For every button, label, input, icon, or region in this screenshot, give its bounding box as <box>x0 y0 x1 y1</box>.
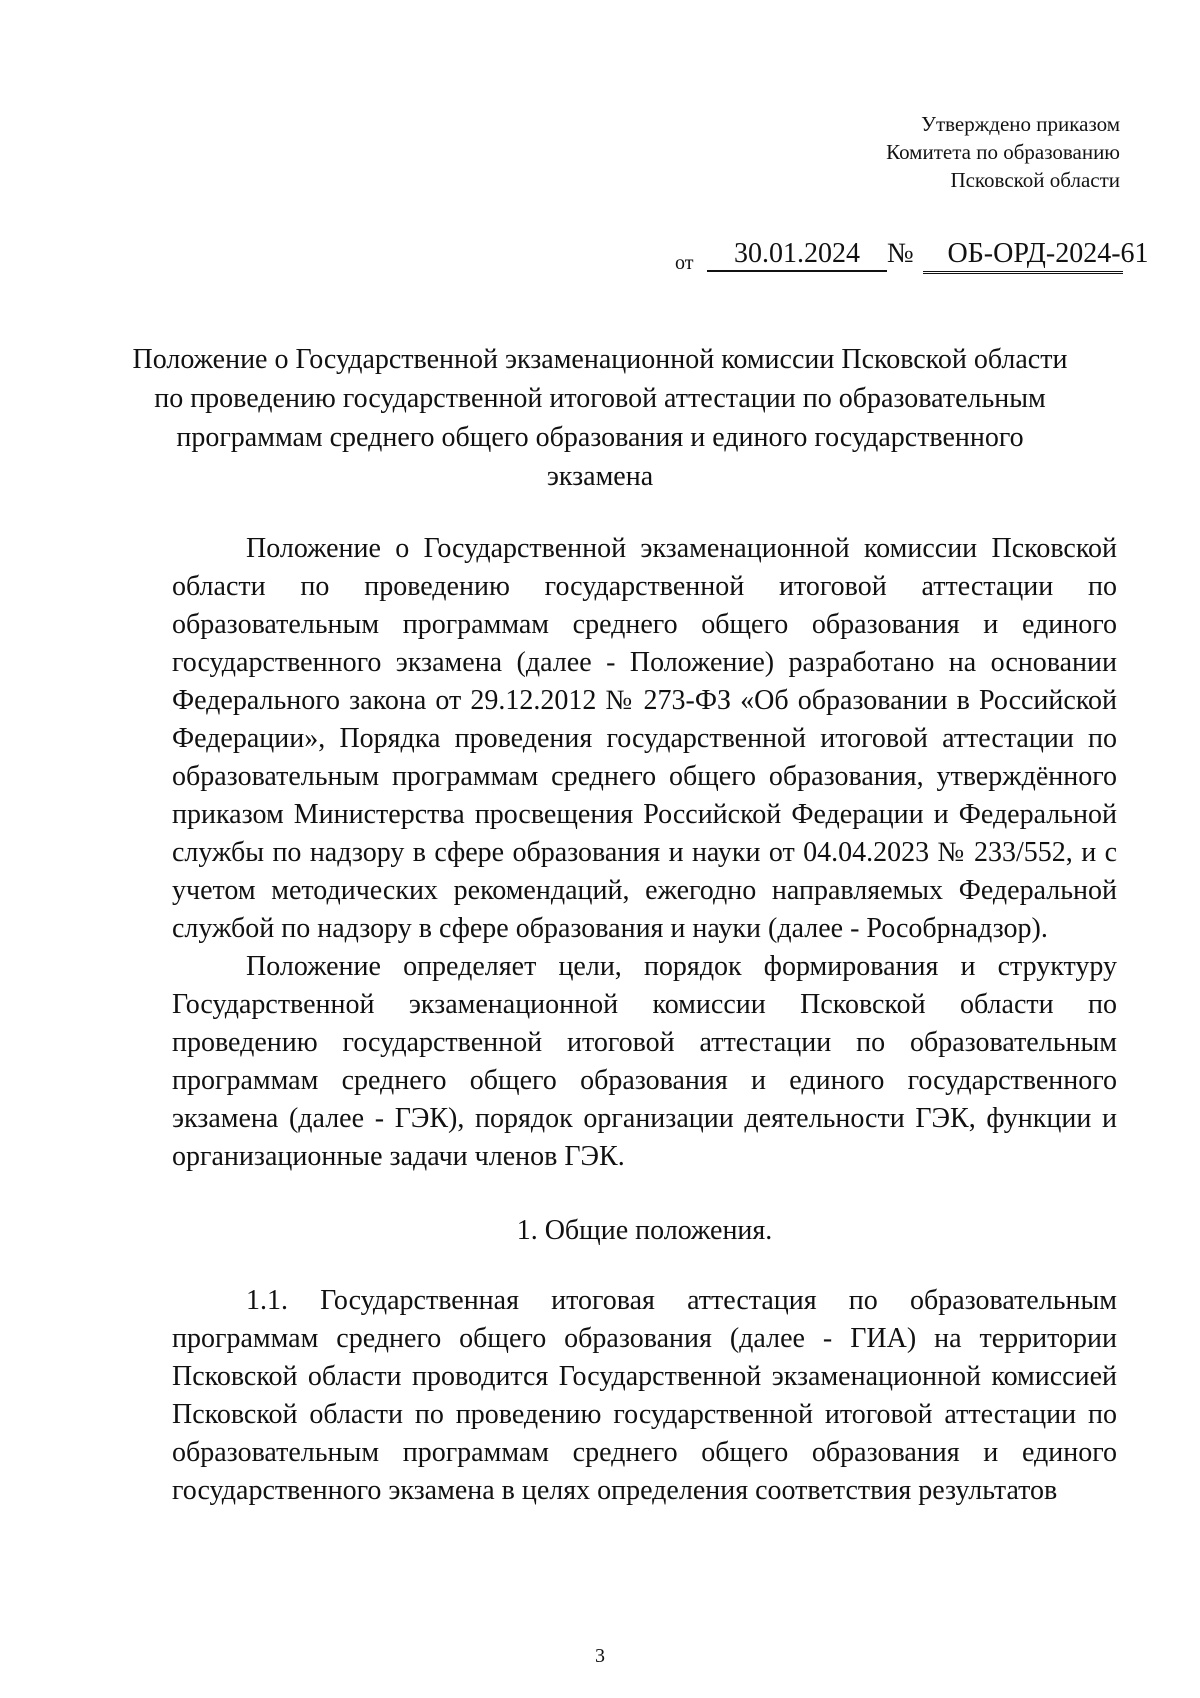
order-from-label: от <box>675 252 694 274</box>
order-number-sign: № <box>887 238 914 269</box>
approval-line-3: Псковской области <box>950 168 1120 192</box>
section-paragraph-1-1: 1.1. Государственная итоговая аттестация по образовательным программам среднего общего образования (далее - ГИА) на территории Псковской области проводится Государственной экзаменационной комиссией Псковской области по проведению государственной итоговой аттестации по образовательным программам среднего общего образования и единого государственного экзамена в целях определения соответствия результатов <box>172 1285 1117 1506</box>
intro-paragraph-2: Положение определяет цели, порядок формирования и структуру Государственной экзаменационной комиссии Псковской области по проведению государственной итоговой аттестации по образовательным программам среднего общего образования и единого государственного экзамена (далее - ГЭК), порядок организации деятельности ГЭК, функции и организационные задачи членов ГЭК. <box>172 951 1117 1172</box>
approval-block <box>560 110 1120 194</box>
approval-line-2: Комитета по образованию <box>886 140 1120 164</box>
document-body <box>172 530 1117 1510</box>
section-heading: 1. Общие положения. <box>516 1215 773 1246</box>
order-date: 30.01.2024 <box>707 238 887 272</box>
page-number: 3 <box>595 1645 605 1667</box>
order-number: ОБ-ОРД-2024-61 <box>947 238 1149 269</box>
approval-line-1: Утверждено приказом <box>921 112 1120 136</box>
order-number-underline <box>923 271 1123 274</box>
document-title: Положение о Государственной экзаменационной комиссии Псковской области по проведению государственной итоговой аттестации по образовательным программам среднего общего образования и единого государственного экзамена <box>132 344 1068 492</box>
order-reference <box>675 238 1175 278</box>
intro-paragraph-1: Положение о Государственной экзаменационной комиссии Псковской области по проведению государственной итоговой аттестации по образовательным программам среднего общего образования и единого государственного экзамена (далее - Положение) разработано на основании Федерального закона от 29.12.2012 № 273-ФЗ «Об образовании в Российской Федерации», Порядка проведения государственной итоговой аттестации по образовательным программам среднего общего образования, утверждённого приказом Министерства просвещения Российской Федерации и Федеральной службы по надзору в сфере образования и науки от 04.04.2023 № 233/552, и с учетом методических рекомендаций, ежегодно направляемых Федеральной службой по надзору в сфере образования и науки (далее - Рособрнадзор). <box>172 533 1117 944</box>
